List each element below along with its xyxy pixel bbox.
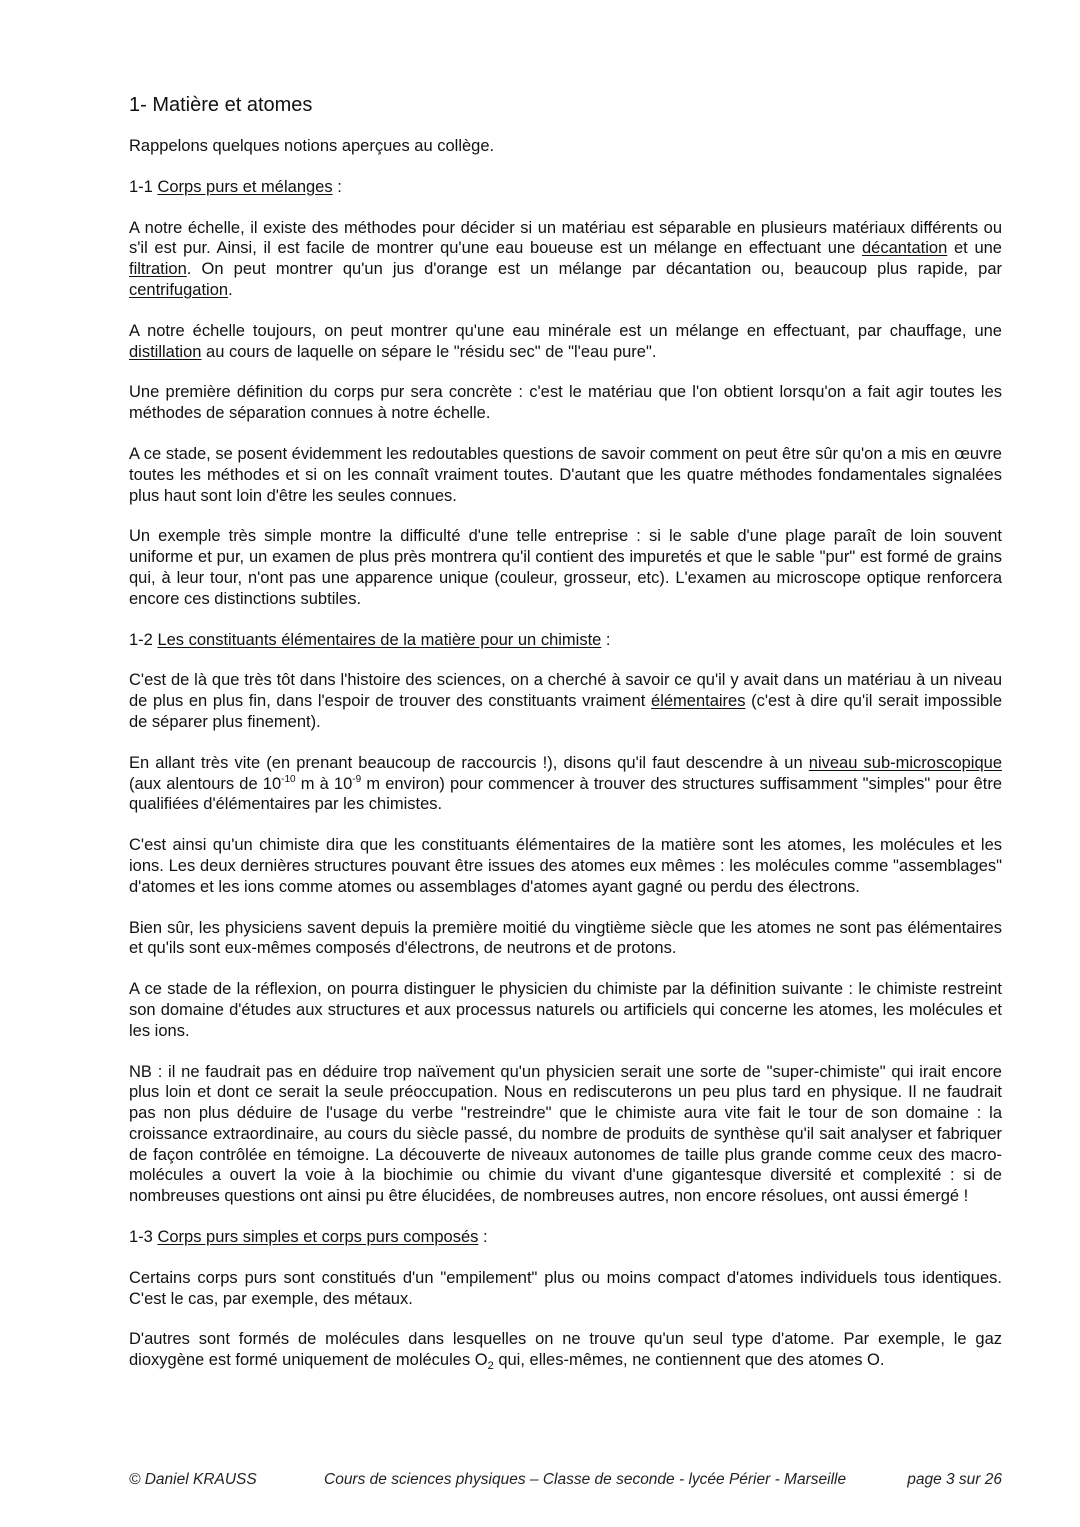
term-centrifugation: centrifugation (129, 280, 229, 299)
text-run: . (228, 280, 233, 299)
paragraph-elementary-constituents (129, 670, 1002, 732)
text-run: . On peut montrer qu'un jus d'orange est un mélange par décantation ou, beaucoup plus rapide, par (186, 260, 1002, 279)
paragraph-physicists: Bien sûr, les physiciens savent depuis la première moitié du vingtième siècle que les atomes ne sont pas élémentaires et qu'ils sont eux-mêmes composés d'électrons, de neutrons et de protons. (129, 918, 1002, 958)
subsection-heading-1-2 (129, 630, 1002, 651)
text-run: C'est de là que très tôt dans l'histoire des sciences, on a cherché à savoir ce qu'il y avait dans un matériau à un niveau de plus en plus fin, dans l'espoir de trouver des constituants vraiment (129, 671, 1002, 711)
term-elementaires: élémentaires (651, 692, 746, 711)
text-run: et une (947, 239, 1002, 258)
paragraph-pure-substance-definition: Une première définition du corps pur sera concrète : c'est le matériau que l'on obtient lorsqu'on a fait agir toutes les méthodes de séparation connues à notre échelle. (129, 383, 1002, 423)
subsection-colon: : (332, 177, 342, 196)
paragraph-metals: Certains corps purs sont constitués d'un "empilement" plus ou moins compact d'atomes individuels tous identiques. C'est le cas, par exemple, des métaux. (129, 1268, 1002, 1308)
footer-author: © Daniel KRAUSS (129, 1471, 257, 1488)
paragraph-sand-example: Un exemple très simple montre la difficulté d'une telle entreprise : si le sable d'une plage paraît de loin souvent uniforme et pur, un examen de plus près montrera qu'il contient des impuretés et que le sable "pur" est formé de grains qui, à leur tour, n'ont pas une apparence unique (couleur, grosseur, etc). L'examen au microscope optique renforcera encore ces distinctions subtiles. (129, 527, 1002, 608)
subsection-colon: : (478, 1228, 488, 1247)
term-filtration: filtration (129, 260, 187, 279)
intro-paragraph: Rappelons quelques notions aperçues au collège. (129, 137, 495, 155)
paragraph-dioxygen (129, 1329, 1002, 1371)
text-run: (c'est à dire qu'il serait impossible de séparer plus finement). (129, 692, 1003, 731)
paragraph-separation-methods (129, 218, 1002, 301)
section-title: 1- Matière et atomes (129, 94, 313, 116)
text-run: En allant très vite (en prenant beaucoup de raccourcis !), disons qu'il faut descendre à un (129, 753, 809, 772)
exponent: -9 (352, 773, 362, 785)
text-run: qui, elles-mêmes, ne contiennent que des atomes O. (493, 1351, 885, 1370)
footer-page-number: page 3 sur 26 (907, 1471, 1002, 1488)
text-run: A notre échelle, il existe des méthodes pour décider si un matériau est séparable en plusieurs matériaux différents ou s'il est pur. Ainsi, il est facile de montrer qu'une eau boueuse est un mélange en effectuant une (129, 218, 1002, 258)
subsection-number: 1-1 (129, 177, 158, 196)
exponent: -10 (281, 773, 296, 785)
subsection-title: Les constituants élémentaires de la matière pour un chimiste (157, 630, 602, 649)
footer-course: Cours de sciences physiques – Classe de seconde - lycée Périer - Marseille (324, 1471, 847, 1488)
text-run: D'autres sont formés de molécules dans lesquelles on ne trouve qu'un seul type d'atome. Par exemple, le gaz dioxygène est formé uniquement de molécules O (129, 1330, 1002, 1370)
subsection-number: 1-2 (129, 630, 158, 649)
text-run: m environ) pour commencer à trouver des structures suffisamment "simples" pour être qualifiées d'élémentaires par les chimistes. (129, 774, 1002, 814)
page-footer (129, 1471, 1002, 1493)
term-distillation: distillation (129, 342, 202, 361)
page-content (129, 92, 1002, 1391)
paragraph-physicist-vs-chemist: A ce stade de la réflexion, on pourra distinguer le physicien du chimiste par la définition suivante : le chimiste restreint son domaine d'études aux structures et aux processus naturels ou artificiels qui concerne les atomes, les molécules et les ions. (129, 980, 1002, 1040)
text-run: (aux alentours de 10 (129, 774, 282, 793)
subsection-heading-1-3 (129, 1227, 1002, 1248)
paragraph-atoms-molecules-ions: C'est ainsi qu'un chimiste dira que les constituants élémentaires de la matière sont les atomes, les molécules et les ions. Les deux dernières structures pouvant être issues des atomes eux mêmes : les molécules comme "assemblages" d'atomes et les ions comme atomes ou assemblages d'atomes ayant gagné ou perdu des électrons. (129, 836, 1002, 896)
paragraph-distillation (129, 321, 1002, 363)
paragraph-submicroscopic-level (129, 753, 1002, 815)
subsection-title: Corps purs simples et corps purs composés (157, 1228, 479, 1247)
subsection-title: Corps purs et mélanges (157, 177, 333, 196)
text-run: m à 10 (295, 774, 353, 793)
paragraph-questions: A ce stade, se posent évidemment les redoutables questions de savoir comment on peut être sûr qu'on a mis en œuvre toutes les méthodes et si on les connaît vraiment toutes. D'autant que les quatre méthodes fondamentales signalées plus haut sont loin d'être les seules connues. (129, 444, 1002, 505)
subsection-heading-1-1 (129, 177, 1002, 198)
text-run: A notre échelle toujours, on peut montrer qu'une eau minérale est un mélange en effectuant, par chauffage, une (129, 321, 1002, 340)
subscript: 2 (487, 1360, 494, 1373)
subsection-colon: : (601, 630, 611, 649)
paragraph-nb-note: NB : il ne faudrait pas en déduire trop naïvement qu'un physicien serait une sorte de "super-chimiste" qui irait encore plus loin et dont ce serait la seule préoccupation. Nous en rediscuterons un peu plus tard en physique. Il ne faudrait pas non plus déduire de l'usage du verbe "restreindre" que le chimiste aura vite fait le tour de son domaine : la croissance extraordinaire, au cours du siècle passé, du nombre de produits de synthèse qu'il sait analyser et fabriquer de façon contrôlée en témoigne. La découverte de niveaux autonomes de taille plus grande comme ceux des macro-molécules a ouvert la voie à la biochimie ou chimie du vivant d'une gigantesque diversité et complexité : si de nombreuses questions ont ainsi pu être élucidées, de nombreuses autres, non encore résolues, ont aussi émergé ! (129, 1062, 1002, 1206)
term-niveau-sub-microscopique: niveau sub-microscopique (808, 753, 1002, 772)
term-decantation: décantation (861, 239, 948, 258)
text-run: au cours de laquelle on sépare le "résidu sec" de "l'eau pure". (201, 342, 657, 361)
subsection-number: 1-3 (129, 1228, 158, 1247)
